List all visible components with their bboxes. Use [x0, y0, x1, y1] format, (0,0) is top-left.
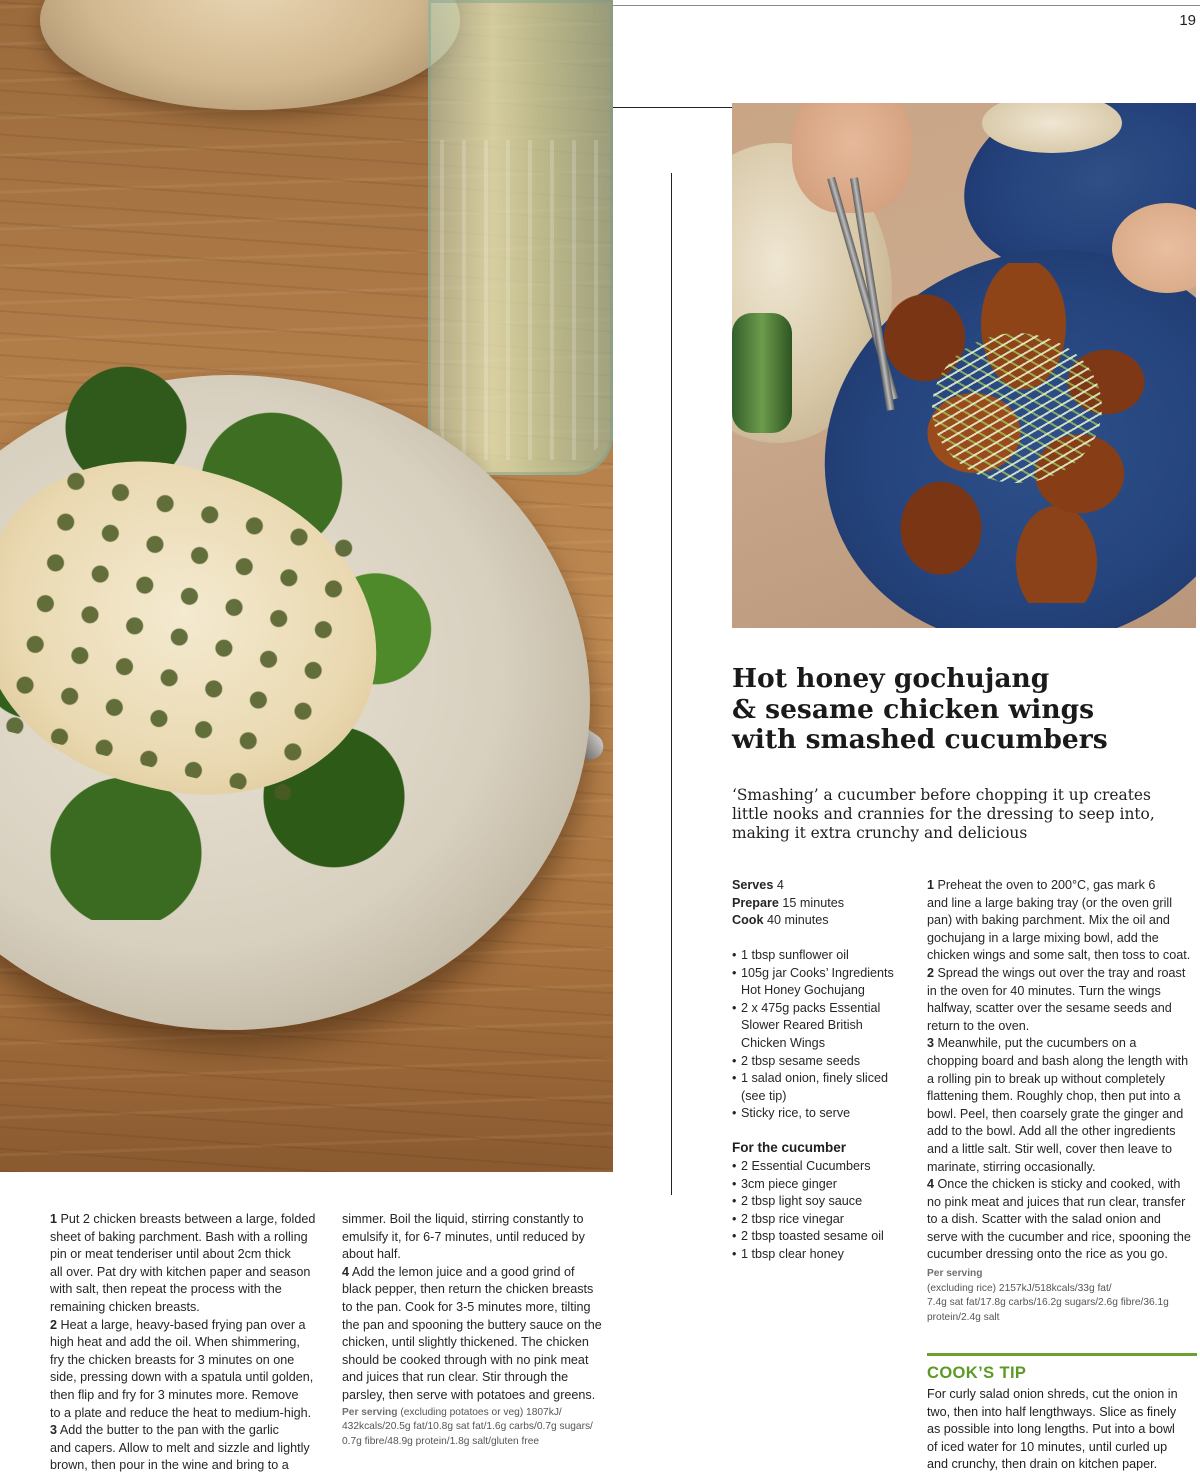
method-line — [50, 1246, 330, 1264]
intro-line: ‘Smashing’ a cucumber before chopping it up creates — [732, 786, 1151, 804]
step-text: a rolling pin to break up without completely — [927, 1071, 1166, 1086]
ingredient-continuation: Slower Reared British — [741, 1018, 863, 1033]
method-line — [342, 1246, 617, 1264]
tip-rule — [927, 1353, 1197, 1356]
nutrition-line: 7.4g sat fat/17.8g carbs/16.2g sugars/2.6g fibre/36.1g — [927, 1297, 1169, 1309]
step-text: then flip and fry for 3 minutes more. Remove — [50, 1387, 299, 1402]
step-number: 4 — [927, 1177, 935, 1192]
ingredient-item: • Sticky rice, to serve — [732, 1106, 851, 1121]
step-text: high heat and add the oil. When shimmering, — [50, 1335, 300, 1350]
method-line — [927, 930, 1197, 948]
method-line — [927, 1176, 1197, 1194]
ingredient-list — [732, 947, 917, 1123]
title-line: & sesame chicken wings — [732, 693, 1095, 725]
page-number: 19 — [1179, 12, 1196, 29]
step-text: brown, then pour in the wine and bring to a — [50, 1458, 289, 1473]
step-text: Meanwhile, put the cucumbers on a — [937, 1036, 1137, 1051]
step-text: flattening them. Roughly chop, then put into a — [927, 1089, 1181, 1104]
step-text: and capers. Allow to melt and sizzle and lightly — [50, 1440, 310, 1455]
method-line — [927, 912, 1197, 930]
ingredient-continuation: Chicken Wings — [741, 1035, 825, 1050]
method-line — [50, 1334, 330, 1352]
method-line — [342, 1334, 617, 1352]
prepare-value: 15 minutes — [782, 895, 845, 910]
recipe-method — [927, 877, 1197, 1264]
top-rule — [613, 5, 1200, 6]
salad-onion-shreds — [932, 333, 1102, 483]
method-line — [927, 1194, 1197, 1212]
ingredient-item: • 2 tbsp rice vinegar — [732, 1211, 844, 1226]
per-serving-label: Per serving — [342, 1406, 398, 1418]
step-text: Add the lemon juice and a good grind of — [351, 1264, 575, 1279]
per-serving-label: Per serving — [927, 1268, 983, 1279]
left-per-serving-info — [342, 1406, 617, 1450]
nutrition-line: 0.7g fibre/48.9g protein/1.8g salt/gluten free — [342, 1435, 540, 1447]
method-line — [50, 1422, 330, 1440]
step-text: parsley, then serve with potatoes and greens. — [342, 1387, 596, 1402]
method-line — [50, 1229, 330, 1247]
method-line — [927, 1159, 1197, 1177]
step-text: should be cooked through with no pink meat — [342, 1352, 589, 1367]
recipe-meta — [732, 877, 917, 930]
decorative-rule-vertical — [671, 173, 672, 1195]
step-number: 2 — [927, 965, 935, 980]
title-line: Hot honey gochujang — [732, 663, 1050, 694]
method-line — [342, 1317, 617, 1335]
method-line — [50, 1281, 330, 1299]
method-line — [927, 1246, 1197, 1264]
chicken-wings-photo — [732, 103, 1196, 628]
method-line — [50, 1299, 330, 1317]
ingredient-item: • 2 tbsp sesame seeds — [732, 1053, 861, 1068]
ingredient-item: • 2 tbsp light soy sauce — [732, 1194, 863, 1209]
ingredient-item: • 1 tbsp sunflower oil — [732, 948, 849, 962]
left-method-column-a — [50, 1211, 330, 1475]
method-line — [342, 1229, 617, 1247]
ingredient-continuation: (see tip) — [741, 1088, 787, 1103]
tip-line: two, then into half lengthways. Slice as finely — [927, 1404, 1177, 1419]
method-line — [342, 1281, 617, 1299]
step-text: pin or meat tenderiser until about 2cm thick — [50, 1247, 291, 1262]
method-line — [927, 877, 1197, 895]
ingredient-item: • 2 Essential Cucumbers — [732, 1159, 871, 1173]
ingredient-item: • 105g jar Cooks’ Ingredients — [732, 965, 894, 980]
ingredient-item: • 2 tbsp toasted sesame oil — [732, 1229, 884, 1244]
title-line: with smashed cucumbers — [732, 724, 1108, 755]
method-line — [342, 1387, 617, 1405]
step-text: chicken wings and some salt, then toss to coat. — [927, 948, 1191, 963]
method-line — [342, 1264, 617, 1282]
cooks-tip-heading: COOK’S TIP — [927, 1364, 1027, 1382]
recipe-title — [732, 664, 1172, 756]
step-text: chopping board and bash along the length with — [927, 1053, 1189, 1068]
method-line — [50, 1369, 330, 1387]
method-line — [927, 1211, 1197, 1229]
step-text: to the pan. Cook for 3-5 minutes more, tilting — [342, 1299, 591, 1314]
step-text: Add the butter to the pan with the garlic — [59, 1423, 279, 1438]
method-line — [342, 1352, 617, 1370]
step-number: 4 — [342, 1264, 350, 1279]
cucumber-heading: For the cucumber — [732, 1140, 847, 1155]
decorative-rule-horizontal — [613, 107, 733, 108]
step-text: sheet of baking parchment. Bash with a rolling — [50, 1229, 308, 1244]
intro-line: little nooks and crannies for the dressing to seep into, — [732, 805, 1155, 823]
cooks-tip-text — [927, 1386, 1197, 1474]
ingredient-item: • 2 x 475g packs Essential — [732, 1000, 881, 1015]
step-text: all over. Pat dry with kitchen paper and season — [50, 1264, 311, 1279]
step-number: 2 — [50, 1317, 58, 1332]
step-text: about half. — [342, 1247, 401, 1262]
step-text: no pink meat and juices that run clear, transfer — [927, 1194, 1186, 1209]
method-line — [927, 1106, 1197, 1124]
step-text: and juices that run clear. Stir through the — [342, 1370, 569, 1385]
step-text: add to the bowl. Add all the other ingredients — [927, 1124, 1176, 1139]
nutrition-line: (excluding potatoes or veg) 1807kJ/ — [400, 1406, 562, 1418]
step-text: and line a large baking tray (or the oven grill — [927, 895, 1173, 910]
ingredient-item: • 3cm piece ginger — [732, 1176, 837, 1191]
cook-label: Cook — [732, 913, 764, 928]
nutrition-line: (excluding rice) 2157kJ/518kcals/33g fat/ — [927, 1282, 1112, 1294]
step-text: the pan and spooning the buttery sauce on the — [342, 1317, 602, 1332]
step-number: 1 — [927, 878, 935, 892]
step-text: side, pressing down with a spatula until golden, — [50, 1370, 314, 1385]
step-number: 1 — [50, 1212, 58, 1226]
step-text: gochujang in a large mixing bowl, add the — [927, 930, 1159, 945]
method-line — [927, 1088, 1197, 1106]
step-text: Spread the wings out over the tray and roast — [937, 965, 1186, 980]
method-line — [927, 1000, 1197, 1018]
step-text: return to the oven. — [927, 1018, 1030, 1033]
nutrition-line: 432kcals/20.5g fat/10.8g sat fat/1.6g carbs/0.7g sugars/ — [342, 1421, 593, 1433]
cucumber — [732, 313, 792, 433]
method-line — [927, 965, 1197, 983]
step-text: marinate, stirring occasionally. — [927, 1159, 1096, 1174]
cucumber-ingredient-list — [732, 1158, 917, 1264]
step-text: simmer. Boil the liquid, stirring constantly to — [342, 1212, 584, 1226]
cook-value: 40 minutes — [766, 913, 829, 928]
step-text: serve with the cucumber and rice, spooning the — [927, 1229, 1191, 1244]
intro-line: making it extra crunchy and delicious — [732, 824, 1028, 842]
method-line — [50, 1317, 330, 1335]
step-number: 3 — [50, 1423, 58, 1438]
method-line — [927, 947, 1197, 965]
method-line — [927, 1071, 1197, 1089]
serves-value: 4 — [776, 878, 784, 892]
step-text: to a dish. Scatter with the salad onion and — [927, 1212, 1161, 1227]
method-line — [342, 1299, 617, 1317]
step-text: in the oven for 40 minutes. Turn the wings — [927, 983, 1161, 998]
tip-line: and crunchy, then drain on kitchen paper. — [927, 1457, 1158, 1472]
method-line — [927, 895, 1197, 913]
step-text: fry the chicken breasts for 3 minutes on one — [50, 1352, 295, 1367]
method-line — [50, 1352, 330, 1370]
method-line — [50, 1457, 330, 1475]
serves-label: Serves — [732, 878, 774, 892]
recipe-intro — [732, 786, 1182, 843]
ingredient-item: • 1 salad onion, finely sliced — [732, 1071, 889, 1086]
step-text: halfway, scatter over the sesame seeds and — [927, 1001, 1172, 1016]
nutrition-line: protein/2.4g salt — [927, 1311, 1000, 1323]
step-text: Heat a large, heavy-based frying pan over a — [60, 1317, 306, 1332]
per-serving-info — [927, 1267, 1197, 1325]
tip-line: For curly salad onion shreds, cut the onion in — [927, 1387, 1178, 1401]
tip-line: of iced water for 10 minutes, until curled up — [927, 1439, 1168, 1454]
chicken-piccata-photo — [0, 0, 613, 1172]
step-text: pan) with baking parchment. Mix the oil and — [927, 913, 1170, 928]
step-text: Preheat the oven to 200°C, gas mark 6 — [937, 878, 1156, 892]
step-text: cucumber dressing onto the rice as you go. — [927, 1247, 1168, 1262]
method-line — [50, 1211, 330, 1229]
method-line — [342, 1369, 617, 1387]
method-line — [927, 1123, 1197, 1141]
method-line — [342, 1211, 617, 1229]
step-text: chicken, until slightly thickened. The chicken — [342, 1335, 589, 1350]
method-line — [50, 1387, 330, 1405]
step-number: 3 — [927, 1036, 935, 1051]
ingredient-item: • 1 tbsp clear honey — [732, 1246, 844, 1261]
tip-line: as possible into long lengths. Put into a bowl — [927, 1422, 1175, 1437]
left-method-column-b — [342, 1211, 617, 1449]
method-line — [927, 1053, 1197, 1071]
step-text: remaining chicken breasts. — [50, 1299, 200, 1314]
step-text: to a plate and reduce the heat to medium-high. — [50, 1405, 312, 1420]
step-text: Once the chicken is sticky and cooked, with — [937, 1177, 1181, 1192]
method-line — [927, 983, 1197, 1001]
ingredient-continuation: Hot Honey Gochujang — [741, 983, 865, 998]
step-text: bowl. Peel, then coarsely grate the ginger and — [927, 1106, 1184, 1121]
method-line — [927, 1229, 1197, 1247]
method-line — [50, 1440, 330, 1458]
method-line — [50, 1264, 330, 1282]
method-line — [927, 1035, 1197, 1053]
step-text: emulsify it, for 6-7 minutes, until reduced by — [342, 1229, 585, 1244]
prepare-label: Prepare — [732, 895, 779, 910]
method-line — [927, 1018, 1197, 1036]
step-text: Put 2 chicken breasts between a large, folded — [60, 1212, 316, 1226]
method-line — [927, 1141, 1197, 1159]
step-text: and a little salt. Stir well, cover then leave to — [927, 1141, 1173, 1156]
method-line — [50, 1405, 330, 1423]
step-text: with salt, then repeat the process with the — [50, 1282, 282, 1297]
step-text: black pepper, then return the chicken breasts — [342, 1282, 594, 1297]
